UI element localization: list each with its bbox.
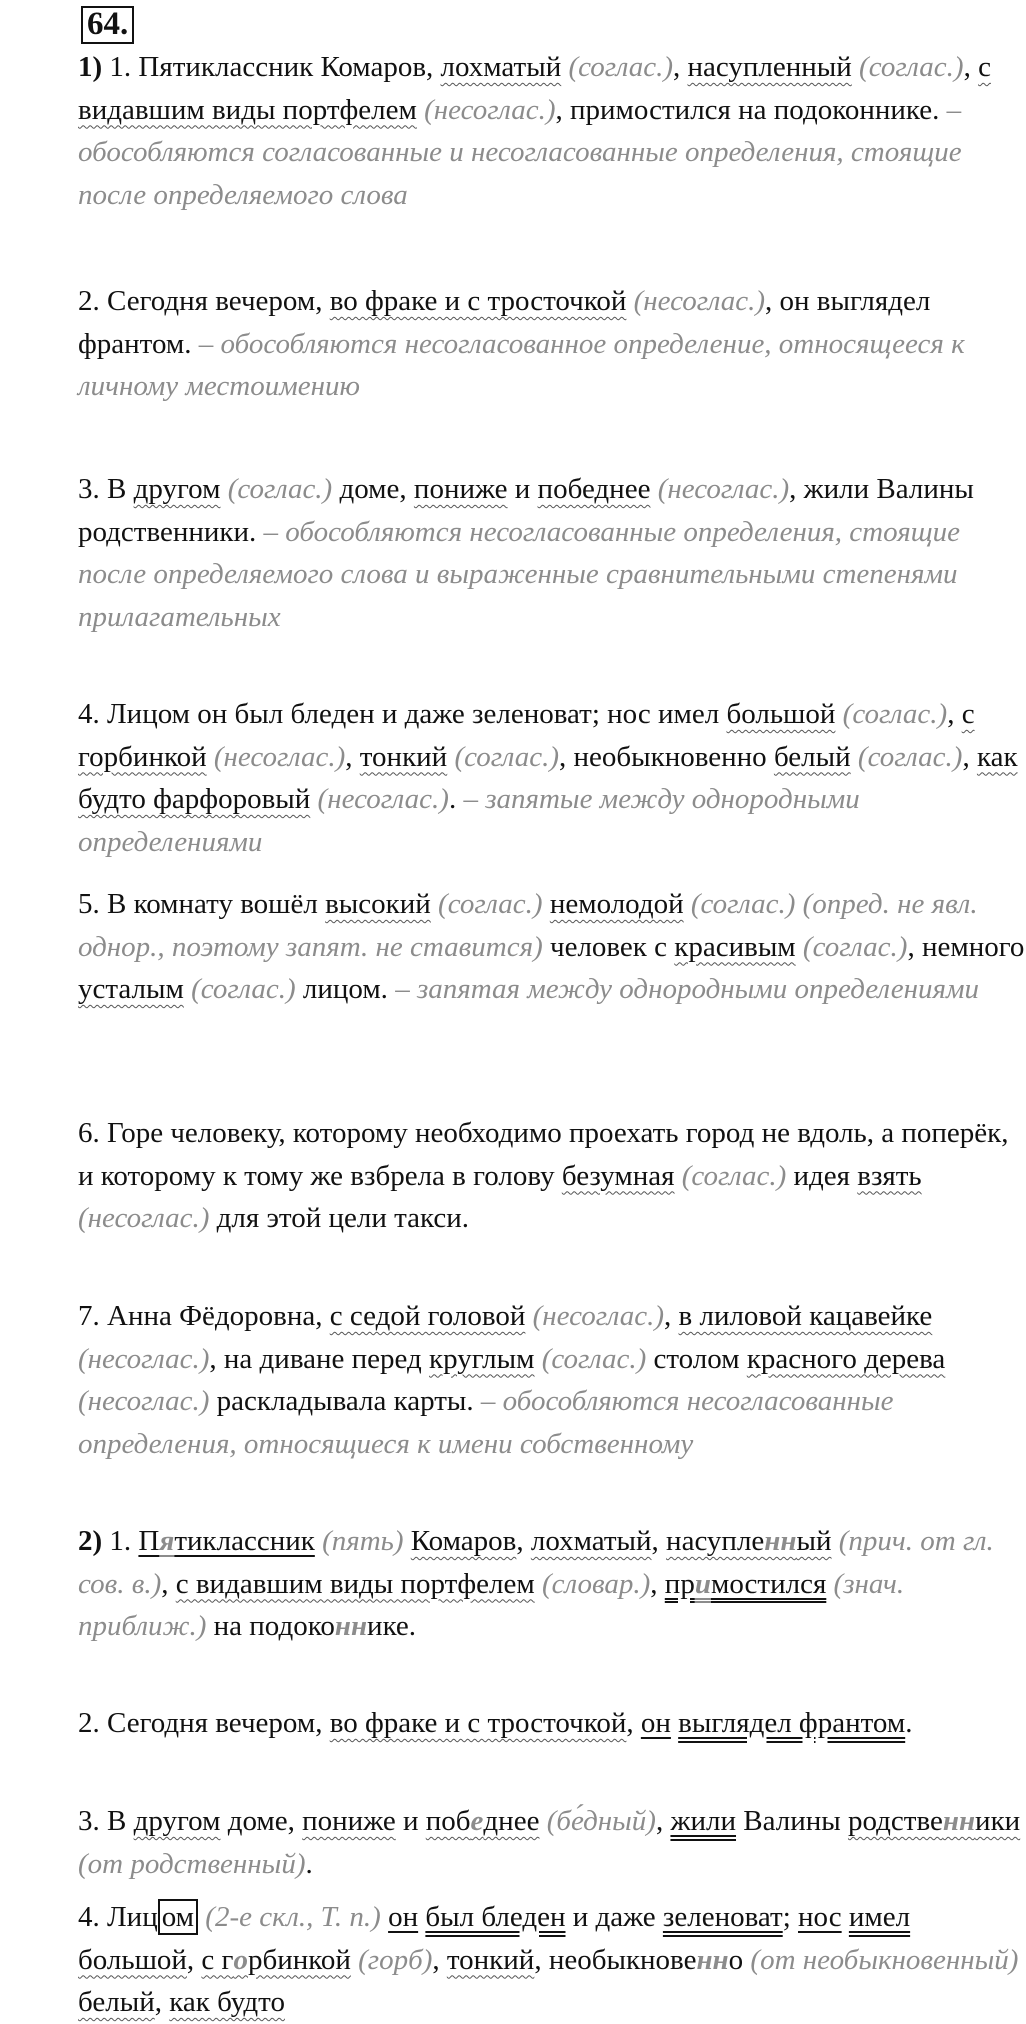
part-marker: 2)	[78, 1525, 103, 1557]
paragraph-2-2: 2. Сегодня вечером, во фраке и с тросточкой, он выглядел франтом.	[78, 1707, 913, 1739]
paragraph-1-5: 5. В комнату вошёл высокий (соглас.) немолодой (соглас.) (опред. не явл. однор., поэтому запят. не ставится) человек с красивым (соглас.), немного усталым (соглас.) лицом. – запятая между однородными определениями	[78, 888, 1025, 1005]
paragraph-1-7: 7. Анна Фёдоровна, с седой головой (несоглас.), в лиловой кацавейке (несоглас.), на диване перед круглым (соглас.) столом красного дерева (несоглас.) раскладывала карты. – обособляются несогласованные определения, относящиеся к имени собственному	[78, 1300, 946, 1460]
ending-box: ом	[158, 1899, 198, 1935]
part-marker: 1)	[78, 51, 103, 83]
paragraph-2-1: 2) 1. Пятиклассник (пять) Комаров, лохматый, насупленный (прич. от гл. сов. в.), с видавшим виды портфелем (словар.), примостился (знач. приближ.) на подоконнике.	[78, 1525, 994, 1642]
paragraph-1-1: 1) 1. Пятиклассник Комаров, лохматый (соглас.), насупленный (соглас.), с видавшим виды портфелем (несоглас.), примостился на подоконнике. – обособляются согласованные и несогласованные определения, стоящие после определяемого слова	[78, 51, 991, 211]
paragraph-1-6: 6. Горе человеку, которому необходимо проехать город не вдоль, а поперёк, и которому к тому же взбрела в голову безумная (соглас.) идея взять (несоглас.) для этой цели такси.	[78, 1117, 1009, 1234]
paragraph-2-4: 4. Лиц ом (2-е скл., Т. п.) он был бледен и даже зеленоват; нос имел большой, с горбинкой (горб), тонкий, необыкновенно (от необыкновенный) белый, как будто	[78, 1901, 1019, 2018]
paragraph-1-2: 2. Сегодня вечером, во фраке и с тросточкой (несоглас.), он выглядел франтом. – обособляются несогласованное определение, относящееся к личному местоимению	[78, 285, 965, 402]
paragraph-1-3: 3. В другом (соглас.) доме, пониже и победнее (несоглас.), жили Валины родственники. – обособляются несогласованные определения, стоящие после определяемого слова и выраженные сравнительными степенями прилагательных	[78, 473, 974, 633]
paragraph-2-3: 3. В другом доме, пониже и победнее (бе́дный), жили Валины родственники (от родственный).	[78, 1805, 1021, 1880]
exercise-number-badge: 64.	[81, 6, 134, 44]
paragraph-1-4: 4. Лицом он был бледен и даже зеленоват; нос имел большой (соглас.), с горбинкой (несоглас.), тонкий (соглас.), необыкновенно белый (соглас.), как будто фарфоровый (несоглас.). – запятые между однородными определениями	[78, 698, 1018, 858]
